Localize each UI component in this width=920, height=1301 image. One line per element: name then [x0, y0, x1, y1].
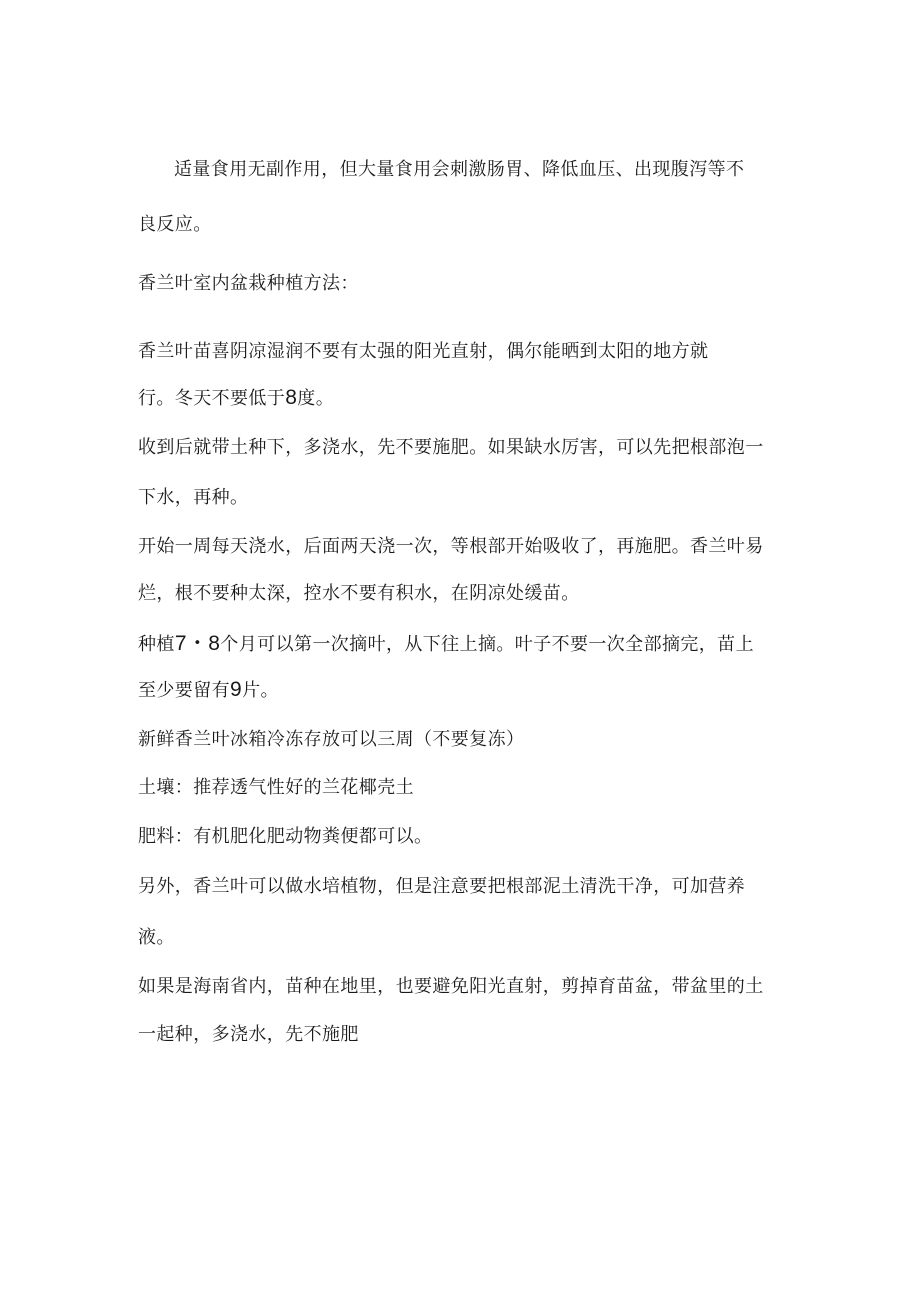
text-run: 种植	[138, 634, 175, 655]
text-run: 收到后就带土种下，多浇水，先不要施肥。如果缺水厉害，可以先把根部泡一	[138, 437, 764, 458]
paragraph-receiving-line-2	[138, 486, 248, 510]
paragraph-side-effects-line-2	[138, 213, 212, 237]
number-temperature: 8	[285, 386, 298, 409]
text-run: 至少要留有	[138, 680, 230, 701]
paragraph-hainan-line-2	[138, 1023, 359, 1047]
paragraph-watering-line-1	[138, 535, 764, 559]
text-run: 烂，根不要种太深，控水不要有积水，在阴凉处缓苗。	[138, 583, 580, 604]
text-run: 香兰叶室内盆栽种植方法：	[138, 273, 359, 294]
paragraph-side-effects-line-1	[174, 158, 744, 182]
text-run: 新鲜香兰叶冰箱冷冻存放可以三周（不要复冻）	[138, 729, 525, 750]
text-run: 如果是海南省内，苗种在地里，也要避免阳光直射，剪掉育苗盆，带盆里的土	[138, 976, 764, 997]
paragraph-light-line-1	[138, 340, 708, 364]
text-run: 土壤：推荐透气性好的兰花椰壳土	[138, 777, 414, 798]
text-run: 下水，再种。	[138, 487, 249, 508]
text-run: 开始一周每天浇水，后面两天浇一次，等根部开始吸收了，再施肥。香兰叶易	[138, 536, 764, 557]
number-months: 7・8	[174, 632, 221, 655]
number-leaves: 9	[230, 678, 243, 701]
paragraph-receiving-line-1	[138, 436, 764, 460]
text-run: 另外，香兰叶可以做水培植物，但是注意要把根部泥土清洗干净，可加营养	[138, 876, 746, 897]
text-run: 香兰叶苗喜阴凉湿润不要有太强的阳光直射，偶尔能晒到太阳的地方就	[138, 341, 709, 362]
paragraph-hydroponics-line-2	[138, 926, 175, 950]
text-run: 一起种，多浇水，先不施肥	[138, 1024, 359, 1045]
text-run: 个月可以第一次摘叶，从下往上摘。叶子不要一次全部摘完，苗上	[220, 634, 754, 655]
paragraph-harvest-line-1	[138, 632, 754, 657]
text-run: 液。	[138, 927, 175, 948]
text-run: 行。冬天不要低于	[138, 388, 286, 409]
paragraph-hainan-line-1	[138, 975, 764, 999]
paragraph-harvest-line-2	[138, 678, 279, 703]
text-run: 适量食用无副作用，但大量食用会刺激肠胃、降低血压、出现腹泻等不	[174, 159, 745, 180]
text-run: 片。	[242, 680, 279, 701]
paragraph-storage	[138, 728, 524, 752]
section-heading-planting-method	[138, 272, 359, 296]
paragraph-watering-line-2	[138, 582, 580, 606]
paragraph-soil	[138, 776, 414, 800]
text-run: 肥料：有机肥化肥动物粪便都可以。	[138, 826, 433, 847]
text-run: 良反应。	[138, 214, 212, 235]
text-run: 度。	[297, 388, 335, 409]
paragraph-fertilizer	[138, 825, 432, 849]
paragraph-hydroponics-line-1	[138, 875, 745, 899]
paragraph-light-line-2	[138, 386, 334, 411]
